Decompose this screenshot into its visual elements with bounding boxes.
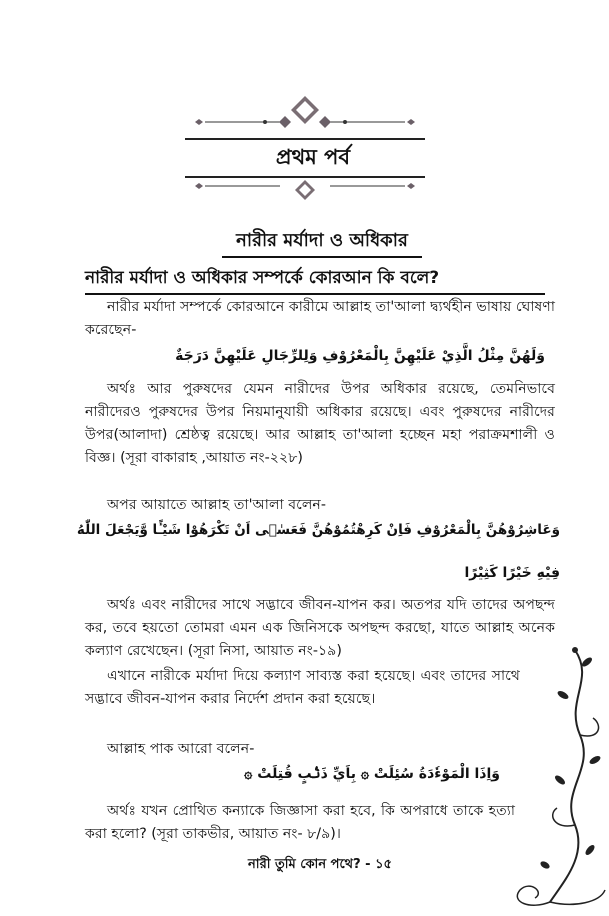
- top-ornament-icon: [185, 92, 425, 140]
- bottom-ornament-icon: [185, 176, 425, 206]
- section-title: নারীর মর্যাদা ও অধিকার: [222, 226, 422, 258]
- arabic-verse-2b: فِيْهِ خَيْرًا كَثِيْرًا: [464, 565, 560, 581]
- intro-paragraph: নারীর মর্যাদা সম্পর্কে কোরআনে কারীমে আল্লাহ তা'আলা দ্ব্যর্থহীন ভাষায় ঘোষণা করেছেন-: [85, 299, 555, 338]
- meaning-paragraph-2: অর্থঃ এবং নারীদের সাথে সদ্ভাবে জীবন-যাপন কর। অতপর যদি তাদের অপছন্দ কর, তবে হয়তো তোমরা এমন এক জিনিসকে অপছন্দ করছো, যাতে আল্লাহ অনেক কল্যাণ রেখেছেন। (সূরা নিসা, আয়াত নং-১৯): [85, 597, 555, 659]
- arabic-verse-3: وَاِذَا الْمَوْءٗدَةُ سُئِلَتْ ۞ بِاَيِّ ذَنْۢبٍ قُتِلَتْ ۞: [244, 766, 500, 782]
- floral-vine-icon: [505, 640, 609, 916]
- page-footer: নারী তুমি কোন পথে? - ১৫: [248, 857, 392, 872]
- arabic-verse-1: وَلَهُنَّ مِثْلُ الَّذِيْ عَلَيْهِنَّ بِالْمَعْرُوْفِ وَلِلرِّجَالِ عَلَيْهِنَّ دَرَجَةٌ: [175, 348, 545, 364]
- meaning-paragraph-3: অর্থঃ যখন প্রোথিত কন্যাকে জিজ্ঞাসা করা হবে, কি অপরাধে তাকে হত্যা করা হলো? (সূরা তাকভীর, আয়াত নং- ৮/৯)।: [85, 803, 515, 842]
- arabic-verse-2a: وَعَاشِرُوْهُنَّ بِالْمَعْرُوْفِ فَاِنْ كَرِهْتُمُوْهُنَّ فَعَسٰۤى اَنْ تَكْرَهُوْا شَيْـًٔا وَّيَجْعَلَ اللّٰهُ: [76, 522, 560, 538]
- second-verse-intro: অপর আয়াতে আল্লাহ তা'আলা বলেন-: [107, 497, 326, 513]
- third-verse-intro: আল্লাহ পাক আরো বলেন-: [107, 741, 255, 757]
- explanation-paragraph: এখানে নারীকে মর্যাদা দিয়ে কল্যাণ সাব্যস্ত করা হয়েছে। এবং তাদের সাথে সদ্ভাবে জীবন-যাপন করার নির্দেশ প্রদান করা হয়েছে।: [85, 668, 520, 707]
- question-heading: নারীর মর্যাদা ও অধিকার সম্পর্কে কোরআন কি বলে?: [85, 264, 545, 295]
- part-title: প্রথম পর্ব: [275, 144, 351, 169]
- meaning-paragraph-1: অর্থঃ আর পুরুষদের যেমন নারীদের উপর অধিকার রয়েছে, তেমনিভাবে নারীদেরও পুরুষদের উপর নিয়মানুযায়ী অধিকার রয়েছে। এবং পুরুষদের নারীদের উপর(আলাদা) শ্রেষ্ঠত্ব রয়েছে। আর আল্লাহ তা'আলা হচ্ছেন মহা পরাক্রমশালী ও বিজ্ঞ। (সূরা বাকারাহ ,আয়াত নং-২২৮): [85, 381, 555, 466]
